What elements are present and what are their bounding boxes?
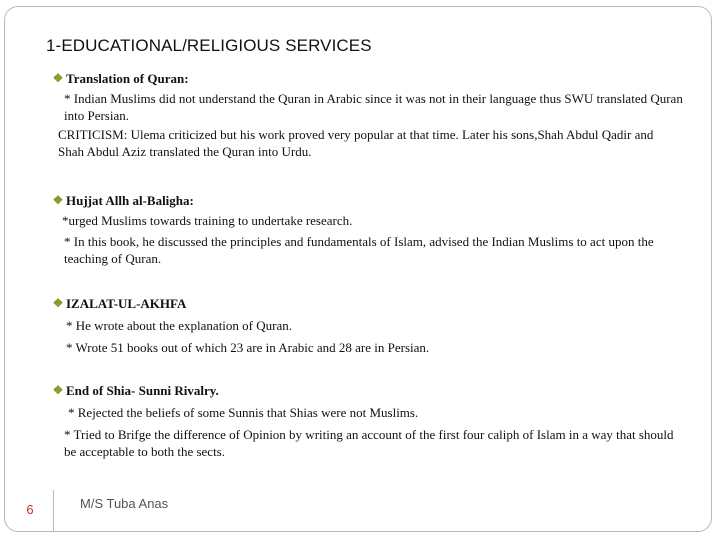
section-line: * In this book, he discussed the principles and fundamentals of Islam, advised the Indian Muslims to act upon the teaching of Quran. (64, 234, 654, 266)
section-line: *urged Muslims towards training to undertake research. (62, 213, 353, 228)
diamond-bullet-icon: ❖ (52, 193, 64, 207)
footer-author: M/S Tuba Anas (80, 496, 169, 511)
diamond-bullet-icon: ❖ (52, 71, 64, 85)
slide-title: 1-EDUCATIONAL/RELIGIOUS SERVICES (46, 36, 372, 55)
section-heading: Translation of Quran: (66, 71, 189, 86)
section-izalat (52, 295, 692, 356)
section-line: CRITICISM: Ulema criticized but his work proved very popular at that time. Later his sons,Shah Abdul Qadir and Shah Abdul Aziz translated the Quran into Urdu. (58, 127, 654, 159)
section-heading: End of Shia- Sunni Rivalry. (66, 383, 219, 398)
section-heading: Hujjat Allh al-Baligha: (66, 193, 194, 208)
section-hujjat (52, 192, 692, 267)
diamond-bullet-icon: ❖ (52, 296, 64, 310)
section-line: * He wrote about the explanation of Quran. (66, 318, 292, 333)
section-heading: IZALAT-UL-AKHFA (66, 296, 187, 311)
diamond-bullet-icon: ❖ (52, 383, 64, 397)
section-shia-sunni (52, 382, 692, 460)
page-number: 6 (26, 502, 34, 517)
section-translation (52, 70, 692, 160)
section-line: * Rejected the beliefs of some Sunnis that Shias were not Muslims. (68, 405, 419, 420)
section-line: * Wrote 51 books out of which 23 are in Arabic and 28 are in Persian. (66, 340, 430, 355)
section-line: * Tried to Brifge the difference of Opinion by writing an account of the first four caliph of Islam in a way that should be acceptable to both the sects. (64, 427, 674, 459)
section-line: * Indian Muslims did not understand the Quran in Arabic since it was not in their language thus SWU translated Quran into Persian. (64, 91, 683, 123)
